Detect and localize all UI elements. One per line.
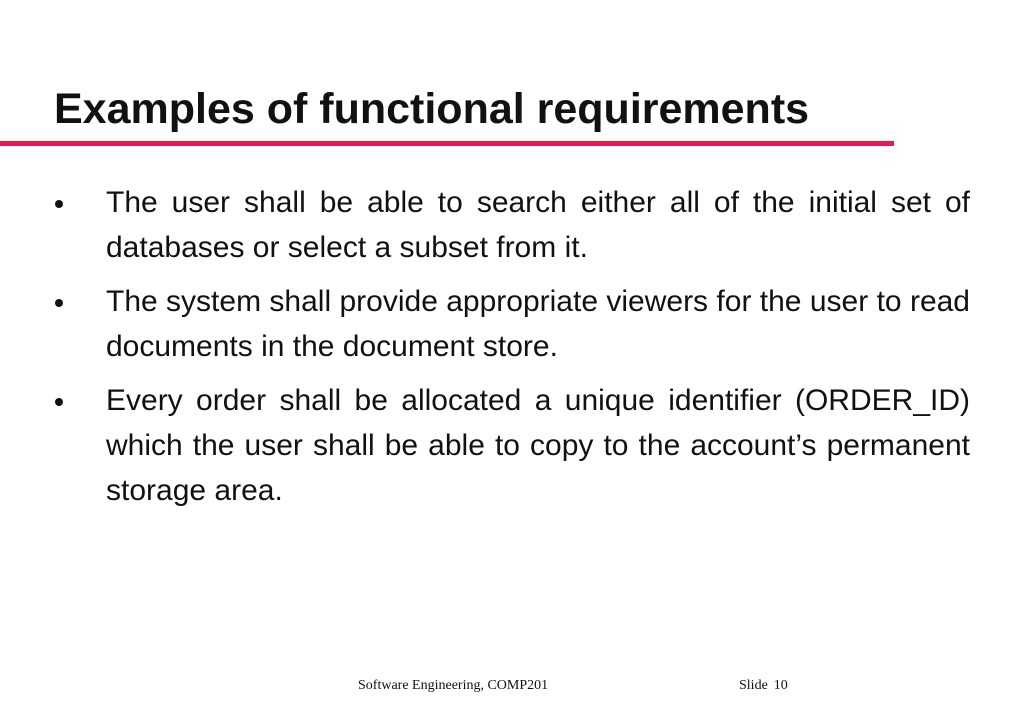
bullet-text: The system shall provide appropriate viewers for the user to read documents in the document store.	[106, 285, 970, 363]
slide-title: Examples of functional requirements	[54, 85, 810, 133]
bullet-item	[52, 279, 970, 369]
footer-slide-label: Slide	[739, 678, 768, 693]
bullet-dot-icon	[55, 398, 63, 406]
footer-slide-number: 10	[773, 678, 788, 693]
bullet-text: Every order shall be allocated a unique identifier (ORDER_ID) which the user shall be able to copy to the account’s permanent storage area.	[106, 384, 970, 507]
bullet-dot-icon	[55, 299, 63, 307]
bullet-list	[52, 180, 970, 522]
bullet-text: The user shall be able to search either all of the initial set of databases or select a subset from it.	[106, 186, 970, 264]
bullet-item	[52, 180, 970, 270]
footer-slide-indicator	[739, 678, 788, 694]
bullet-item	[52, 378, 970, 513]
footer-course-name: Software Engineering, COMP201	[358, 678, 549, 693]
title-underline-rule	[0, 141, 894, 146]
bullet-dot-icon	[55, 200, 63, 208]
